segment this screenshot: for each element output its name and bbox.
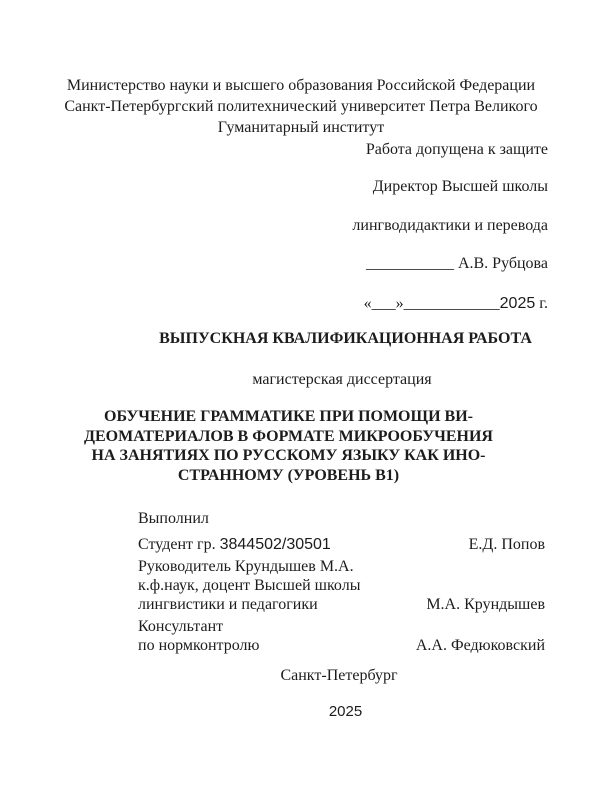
approval-director-line2: лингводидактики и перевода: [352, 217, 548, 234]
title-line-3: НА ЗАНЯТИЯХ ПО РУССКОМУ ЯЗЫКУ КАК ИНО-: [91, 447, 486, 464]
student-group-number: 3844502/30501: [219, 536, 331, 553]
supervisor-name: М.А. Крундышев: [426, 596, 545, 613]
approval-admitted-line: Работа допущена к защите: [365, 141, 548, 158]
title-line-1: ОБУЧЕНИЕ ГРАММАТИКЕ ПРИ ПОМОЩИ ВИ-: [104, 408, 473, 425]
approval-signature-line: [366, 254, 548, 273]
supervisor-row: [138, 557, 545, 614]
consultant-line-1: Консультант: [138, 618, 224, 635]
work-type-heading: ВЫПУСКНАЯ КВАЛИФИКАЦИОННАЯ РАБОТА: [159, 330, 532, 347]
footer-city: Санкт-Петербург: [280, 667, 398, 684]
header-line-institute: Гуманитарный институт: [217, 119, 385, 136]
date-blank: «___»____________: [363, 295, 500, 312]
ministry-header: [0, 75, 602, 138]
title-line-4: СТРАННОМУ (УРОВЕНЬ B1): [177, 466, 400, 484]
supervisor-info: [138, 557, 360, 614]
supervisor-line-3: лингвистики и педагогики: [138, 596, 318, 613]
title-line-2: ДЕОМАТЕРИАЛОВ В ФОРМАТЕ МИКРООБУЧЕНИЯ: [84, 427, 493, 445]
supervisor-line-2: к.ф.наук, доцент Высшей школы: [138, 577, 361, 594]
thesis-title: [0, 407, 577, 485]
header-line-ministry: Министерство науки и высшего образования Российской Федерации: [66, 77, 536, 94]
student-info: [138, 535, 331, 554]
signer-name: А.В. Рубцова: [453, 255, 548, 272]
supervisor-line-1: Руководитель Крундышев М.А.: [138, 558, 354, 575]
date-suffix: г.: [535, 295, 548, 312]
signature-blank: ___________: [365, 255, 454, 272]
consultant-name: А.А. Федюковский: [415, 637, 545, 654]
student-row: [138, 535, 545, 554]
header-line-university: Санкт-Петербургский политехнический университет Петра Великого: [64, 98, 538, 115]
consultant-line-2: по нормконтролю: [138, 637, 260, 654]
consultant-row: [138, 617, 545, 655]
executor-label: Выполнил: [138, 510, 209, 527]
footer-year: 2025: [328, 703, 363, 720]
approval-date-line: [364, 294, 548, 313]
approval-director-line1: Директор Высшей школы: [372, 178, 548, 195]
work-subtype: магистерская диссертация: [252, 371, 432, 388]
student-label: Студент гр.: [138, 536, 220, 553]
consultant-info: [138, 617, 259, 655]
date-year: 2025: [499, 295, 536, 312]
student-name: Е.Д. Попов: [468, 536, 545, 553]
